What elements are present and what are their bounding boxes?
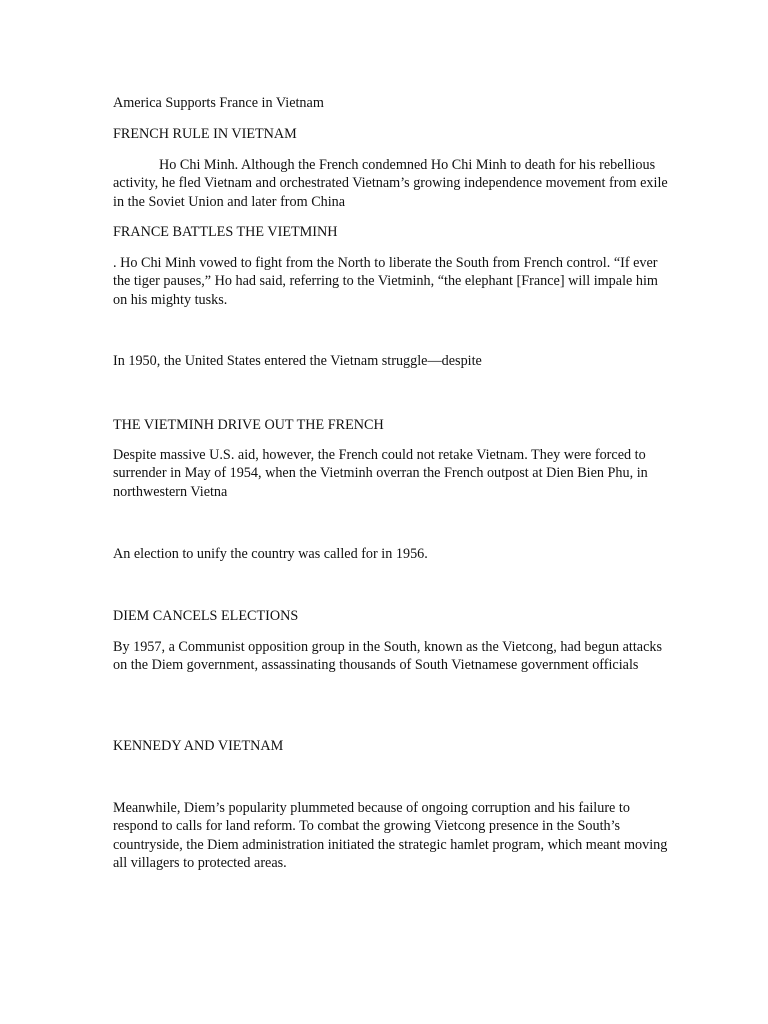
section-paragraph-france-battles: . Ho Chi Minh vowed to fight from the North to liberate the South from French control. “If ever the tiger pauses,” Ho had said, referring to the Vietminh, “the elephant [France] will impale him on his mighty tusks. xyxy=(113,255,662,308)
section-paragraph-kennedy: Meanwhile, Diem’s popularity plummeted because of ongoing corruption and his failure to respond to calls for land reform. To combat the growing Vietcong presence in the South’s countryside, the Diem administration initiated the strategic hamlet program, which meant moving all villagers to protected areas. xyxy=(113,800,671,872)
document-title: America Supports France in Vietnam xyxy=(113,95,324,111)
section-paragraph-french-rule xyxy=(113,156,673,211)
section-paragraph-drive-out: Despite massive U.S. aid, however, the French could not retake Vietnam. They were forced to surrender in May of 1954, when the Vietminh overran the French outpost at Dien Bien Phu, in northwestern Vietna xyxy=(113,447,652,500)
section-heading-kennedy: KENNEDY AND VIETNAM xyxy=(113,738,284,754)
section-heading-drive-out: THE VIETMINH DRIVE OUT THE FRENCH xyxy=(113,417,384,433)
section-paragraph-french-rule-text: Ho Chi Minh. Although the French condemned Ho Chi Minh to death for his rebellious activity, he fled Vietnam and orchestrated Vietnam’s growing independence movement from exile in the Soviet Union and later from China xyxy=(113,157,672,210)
section-heading-france-battles: FRANCE BATTLES THE VIETMINH xyxy=(113,224,338,240)
section-paragraph-election: An election to unify the country was called for in 1956. xyxy=(113,546,428,562)
section-heading-french-rule: FRENCH RULE IN VIETNAM xyxy=(113,126,297,142)
section-paragraph-diem-cancels: By 1957, a Communist opposition group in the South, known as the Vietcong, had begun attacks on the Diem government, assassinating thousands of South Vietnamese government officials xyxy=(113,639,666,674)
section-paragraph-1950: In 1950, the United States entered the Vietnam struggle—despite xyxy=(113,353,482,369)
section-heading-diem-cancels: DIEM CANCELS ELECTIONS xyxy=(113,608,299,624)
